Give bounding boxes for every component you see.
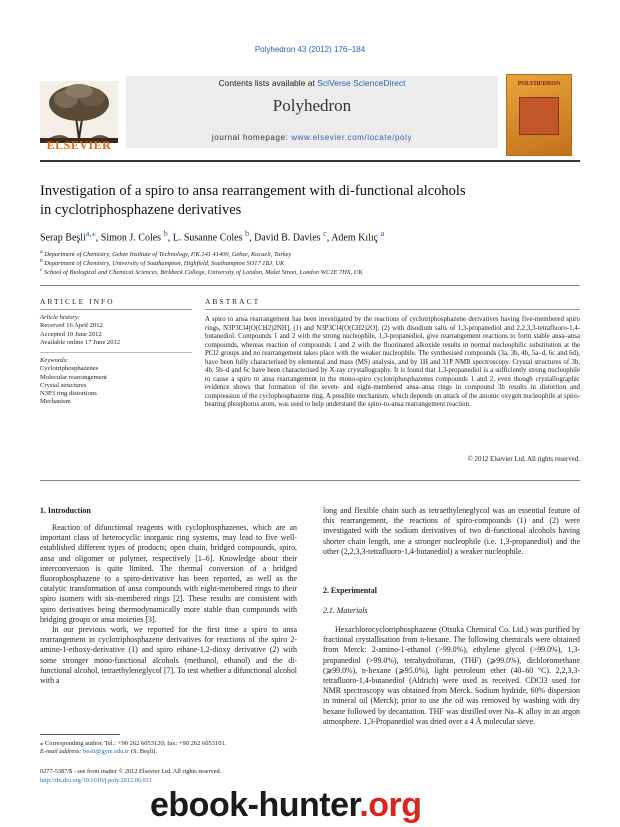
journal-cover-thumbnail (506, 74, 572, 156)
introduction-paragraph-3: long and flexible chain such as tetraethyleneglycol was an essential feature of this rearrangement, the reactions of spiro-compounds (1) and (2) were investigated with the sodium derivatives of two di-functional alcohols having shorter chain length, one a stronger nucleophile (i.e. 1,3-propanediol) and the other (2,2,3,3-tetrafluoro-1,4-butanediol) a weaker nucleophile. (323, 506, 580, 556)
journal-homepage (126, 133, 498, 142)
cover-title: POLYHEDRON (517, 81, 561, 87)
doi-link[interactable]: http://dx.doi.org/10.1016/j.poly.2012.06.031 (40, 777, 152, 784)
section-heading-experimental: 2. Experimental (323, 586, 377, 595)
introduction-paragraph-1: Reaction of difunctional reagents with cyclophosphazenes, which are an important class of heterocyclic inorganic ring systems, may lead to five well-established different types of products; open chain, bridged compounds, spiro, ansa and oligomer or polymer, respectively [1–6]. Knowledge about their interconversion is quite limited. The thermal conversion of a bridged fluorophosphazene to a spiro-derivative has been reported, as well as the catalytic transformation of ansa compounds with eight-membered rings to their spiro isomers with six-membered rings [2]. These results are consistent with spiro derivatives being thermodynamically more stable than compounds with bridging groups or ansa moieties [3]. (40, 523, 297, 624)
contents-prefix: Contents lists available at (218, 78, 318, 88)
history-received: Received 16 April 2012 (40, 322, 103, 330)
author-list: Serap Beşli$^{a,⁎}$, Simon J. Coles $^b$, L. Susanne Coles $^b$, David B. Davies $^c$, Adem Kılıç $^a$ (40, 229, 385, 244)
author-name: Adem Kılıç (331, 232, 379, 244)
abstract-end-divider (40, 480, 580, 481)
journal-reference[interactable]: Polyhedron 43 (2012) 176–184 (254, 45, 366, 54)
author-affiliation-marker[interactable]: b (244, 229, 250, 238)
affiliation-text: School of Biological and Chemical Sciences, Birkbeck College, University of London, Malet Street, London WC1E 7HX, UK (43, 269, 363, 277)
author-name: David B. Davies (254, 232, 321, 244)
article-info-heading: ARTICLE INFO (40, 297, 115, 306)
email-label: E-mail address: (40, 748, 84, 755)
keyword-item: Cyclotriphosphazenes (40, 365, 99, 373)
header-divider (40, 160, 580, 162)
abstract-divider (205, 309, 580, 310)
watermark (150, 786, 610, 826)
article-title-line-2: in cyclotriphosphazene derivatives (40, 202, 242, 218)
article-history (40, 314, 192, 347)
issn-line: 0277-5387/$ - see front matter © 2012 Elsevier Ltd. All rights reserved. (40, 768, 222, 775)
abstract-heading: ABSTRACT (205, 297, 261, 306)
body-right-column (323, 506, 580, 557)
affiliation-divider (40, 285, 580, 286)
affiliation-text: Department of Chemistry, University of Southampton, Highfield, Southampton SO17 1BJ, UK (44, 260, 285, 268)
affiliation-c (40, 266, 580, 277)
author-affiliation-marker[interactable]: a (380, 229, 385, 238)
keyword-item: Mechanism (40, 398, 71, 406)
history-divider (40, 352, 192, 353)
affiliation-marker: c (40, 267, 43, 273)
sciencedirect-link[interactable]: SciVerse ScienceDirect (317, 78, 406, 88)
article-title (40, 182, 580, 220)
author-affiliation-marker[interactable]: b (163, 229, 168, 238)
article-title-line-1: Investigation of a spiro to ansa rearrangement with di-functional alcohols (40, 183, 466, 199)
affiliation-marker: a (40, 249, 43, 255)
email-suffix: (S. Beşli). (129, 748, 157, 755)
copyright-notice: © 2012 Elsevier Ltd. All rights reserved. (467, 456, 580, 463)
abstract-text: A spiro to ansa rearrangement has been investigated by the reactions of cyclotriphosphazene derivatives having five-membered spiro rings, N3P3Cl4[O(CH2)2NH], (1) and N3P3Cl4[O(CH2)2O], (2) with disodium salts of 1,3-propanediol and 2,2,3,3-tetrafluoro-1,4-butanediol. Compounds 1 and 2 with the strong nucleophile, 1,3-propanediol, give rearrangement reactions to form stable ansa–ansa compounds, whereas reaction of compounds 1 and 2 with the fluorinated alkoxide results in normal nucleophilic substitution at the PCl2 groups and no rearrangement takes place with the weaker nucleophile. The synthesised compounds (3a, 3b, 4b, 5a–d, 6c and 6d), have been fully characterised by elemental and mass (MS) analysis, and by 1H and 31P NMR spectroscopy. Crystal structures of 3b, 4b, 5b–d and 6c have been characterised by X-ray crystallography. It is found that 1,3-propanediol is a sufficiently strong nucleophile to cause a spiro to ansa rearrangement in the mono-spiro cyclotriphosphazenes compounds 1 and 2, even though crystallographic evidence shows that formation of the seven- and eight-membered ansa–ansa rings in compound 3b results in distortion and compression of the cyclophosphazene ring. A possible mechanism, which depends on attack of the anionic oxygen nucleophile at spiro-bearing phosphorus atom, was used to help understand the spiro-to-ansa rearrangement reaction. (205, 316, 580, 409)
journal-title: Polyhedron (272, 96, 352, 115)
materials-section (323, 625, 580, 727)
footnote-divider (40, 734, 120, 735)
watermark-text: ebook-hunter (150, 786, 360, 824)
author-name: L. Susanne Coles (172, 232, 243, 244)
corresponding-author-footnote: ⁎ Corresponding author. Tel.: +90 262 6053120; fax: +90 262 6053101. (40, 740, 227, 747)
keyword-item: N3P3 ring distortions (40, 390, 97, 398)
materials-paragraph: Hexachlorocyclotriphosphazene (Otsuka Chemical Co. Ltd.) was purified by fractional crystallisation from n-hexane. The following chemicals were obtained from Merck: 2-amino-1-ethanol (>99.0%), ethylene glycol (>99.0%), 1,3-propanediol (>99.0%), tetrahydrofuran, (THF) (⩾99.0%), dichloromethane (⩾99.0%), n-hexane (⩾95.0%), light petroleum ether (40–60 °C). 2,2,3,3-tetrafluoro-1,4-butanediol (Aldrich) were used as received. CDCl3 used for NMR spectroscopy was obtained from Merck. Sodium hydride, 60% dispersion in mineral oil (Merck); prior to use the oil was removed by washing with dry hexane followed by decantation. THF was distilled over Na–K alloy in an argon atmosphere. 1,3-Propanediol was dried over a 4 Å molecular sieve. (323, 625, 580, 726)
author-affiliation-marker[interactable]: a,⁎ (85, 229, 96, 238)
cover-image (519, 97, 559, 135)
homepage-link[interactable]: www.elsevier.com/locate/poly (291, 133, 413, 142)
history-online: Available online 17 June 2012 (40, 338, 121, 346)
contents-line (126, 78, 498, 88)
keyword-item: Crystal structures (40, 381, 87, 389)
article-info-divider (40, 309, 192, 310)
body-left-column (40, 523, 297, 686)
keyword-item: Molecular rearrangement (40, 373, 107, 381)
author-name: Simon J. Coles (100, 232, 162, 244)
email-footnote (40, 748, 297, 755)
author-affiliation-marker[interactable]: c (323, 229, 327, 238)
keywords (40, 357, 192, 407)
watermark-domain: .org (359, 786, 422, 824)
email-link[interactable]: besli@gyte.edu.tr (83, 748, 130, 755)
subsection-heading-materials: 2.1. Materials (323, 606, 368, 615)
keywords-heading: Keywords: (40, 357, 69, 364)
author-name: Serap Beşli (40, 232, 86, 244)
homepage-prefix: journal homepage: (211, 133, 292, 142)
section-heading-introduction: 1. Introduction (40, 506, 91, 515)
introduction-paragraph-2: In our previous work, we reported for the first time a spiro to ansa rearrangement in cyclotriphosphazene derivatives for reactions of the spiro 2-amino-1-ethoxy-derivative (1) and spiro ethane-1,2-dioxy derivative (2) with some stronger mono-functional alcohols (methanol, ethanol) and the di-functional alcohol, tetraethyleneglycol [7]. To test whether a difunctional alcohol with a (40, 625, 297, 686)
elsevier-wordmark: ELSEVIER (46, 138, 112, 152)
history-accepted: Accepted 10 June 2012 (40, 330, 102, 338)
history-heading: Article history: (40, 314, 81, 321)
affiliation-marker: b (40, 258, 43, 264)
affiliation-text: Department of Chemistry, Gebze Institute of Technology, P.K.141 41400, Gebze, Kocaeli, Turkey (44, 251, 292, 259)
